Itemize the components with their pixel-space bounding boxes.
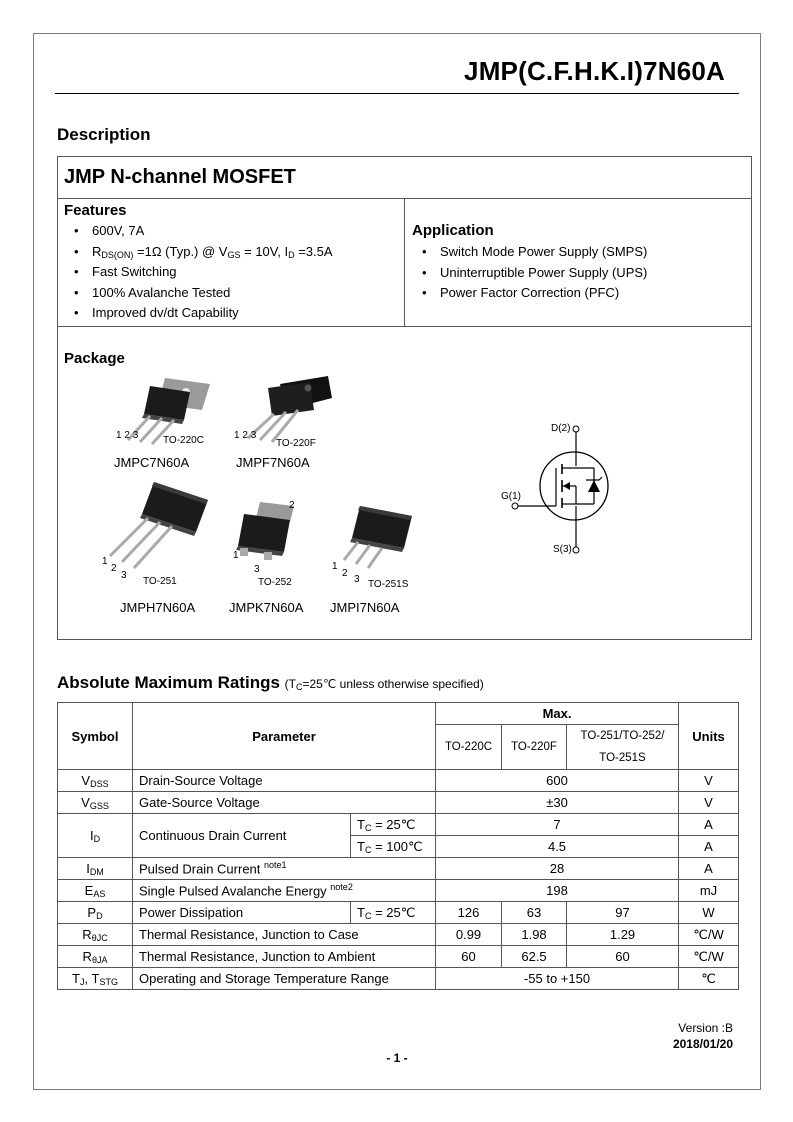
header-symbol: Symbol xyxy=(58,703,133,770)
header-to251: TO-251/TO-252/ TO-251S xyxy=(567,725,679,770)
table-row: $E_{AS}$ Single Pulsed Avalanche Energy $^{note2}$ 198 mJ xyxy=(58,880,739,902)
header-max: Max. xyxy=(436,703,679,725)
table-row: $T_C$ = 100℃ 4.5 A xyxy=(58,836,739,858)
divider xyxy=(57,326,752,327)
table-row: $V_{DSS}$ Drain-Source Voltage 600 V xyxy=(58,770,739,792)
description-heading: Description xyxy=(57,125,151,144)
ratings-table xyxy=(57,702,739,990)
drain-label: D(2) xyxy=(551,423,571,434)
ratings-heading: Absolute Maximum Ratings ($T_C=25℃$ unless otherwise specified) xyxy=(57,673,484,692)
header-parameter: Parameter xyxy=(133,703,436,770)
package-type-label: TO-220C xyxy=(163,435,204,446)
product-title: JMP N-channel MOSFET xyxy=(64,166,296,188)
pin-label: 1 xyxy=(233,550,239,561)
package-type-label: TO-251S xyxy=(368,579,409,590)
table-row: $V_{GSS}$ Gate-Source Voltage ±30 V xyxy=(58,792,739,814)
header-to220f: TO-220F xyxy=(502,725,567,770)
table-row: $R_{\theta JC}$ Thermal Resistance, Junction to Case 0.99 1.98 1.29 ℃/W xyxy=(58,924,739,946)
pin-label: 2 xyxy=(111,563,117,574)
divider xyxy=(404,198,405,326)
to251-package-image xyxy=(96,478,216,573)
part-name: JMPC7N60A xyxy=(114,455,190,470)
header-to220c: TO-220C xyxy=(436,725,502,770)
package-type-label: TO-252 xyxy=(258,577,292,588)
features-heading: Features xyxy=(64,202,127,219)
part-name: JMPH7N60A xyxy=(120,600,196,615)
part-name: JMPF7N60A xyxy=(236,455,310,470)
version-date: 2018/01/20 xyxy=(672,1037,733,1051)
pin-label: 1 2 3 xyxy=(234,430,257,441)
feature-item: • Improved dv/dt Capability xyxy=(64,303,333,324)
feature-item: • Fast Switching xyxy=(64,262,333,283)
pin-label: 1 2 3 xyxy=(116,430,139,441)
application-heading: Application xyxy=(412,222,494,239)
header-units: Units xyxy=(679,703,739,770)
feature-item: • 100% Avalanche Tested xyxy=(64,283,333,304)
table-row: $I_{DM}$ Pulsed Drain Current $^{note1}$ 28 A xyxy=(58,858,739,880)
package-type-label: TO-251 xyxy=(143,576,177,587)
application-item: • Switch Mode Power Supply (SMPS) xyxy=(412,242,647,263)
pin-label: 1 xyxy=(332,561,338,572)
table-row: $R_{\theta JA}$ Thermal Resistance, Junction to Ambient 60 62.5 60 ℃/W xyxy=(58,946,739,968)
pin-label: 3 xyxy=(354,574,360,585)
pin-label: 2 xyxy=(289,500,295,511)
features-list xyxy=(64,221,333,324)
feature-item: • $R_{DS(ON)} =1\Omega$ (Typ.) @ $V_{GS} = 10V$, $I_D =3.5A$ xyxy=(64,242,333,263)
table-row: $T_J$, $T_{STG}$ Operating and Storage Temperature Range -55 to +150 ℃ xyxy=(58,968,739,990)
gate-label: G(1) xyxy=(501,491,521,502)
application-item: • Power Factor Correction (PFC) xyxy=(412,283,647,304)
feature-item: • 600V, 7A xyxy=(64,221,333,242)
page-number: - 1 - xyxy=(386,1051,408,1065)
pin-label: 1 xyxy=(102,556,108,567)
version-label: Version :B xyxy=(678,1021,733,1035)
to252-package-image xyxy=(230,496,310,566)
part-name: JMPI7N60A xyxy=(330,600,400,615)
table-row: $P_D$ Power Dissipation $T_C$ = 25℃ 126 63 97 W xyxy=(58,902,739,924)
document-title: JMP(C.F.H.K.I)7N60A xyxy=(464,56,725,86)
pin-label: 3 xyxy=(121,570,127,581)
title-rule xyxy=(55,93,739,94)
application-item: • Uninterruptible Power Supply (UPS) xyxy=(412,263,647,284)
package-heading: Package xyxy=(64,350,125,367)
application-list xyxy=(412,242,647,304)
pin-label: 3 xyxy=(254,564,260,575)
version-block xyxy=(600,1020,733,1052)
source-label: S(3) xyxy=(553,544,572,555)
ratings-condition: ($T_C=25℃$ unless otherwise specified) xyxy=(284,677,484,692)
part-name: JMPK7N60A xyxy=(229,600,304,615)
table-row: $I_D$ Continuous Drain Current $T_C$ = 25℃ 7 A xyxy=(58,814,739,836)
pin-label: 2 xyxy=(342,568,348,579)
package-type-label: TO-220F xyxy=(276,438,316,449)
mosfet-schematic-symbol xyxy=(498,420,628,560)
